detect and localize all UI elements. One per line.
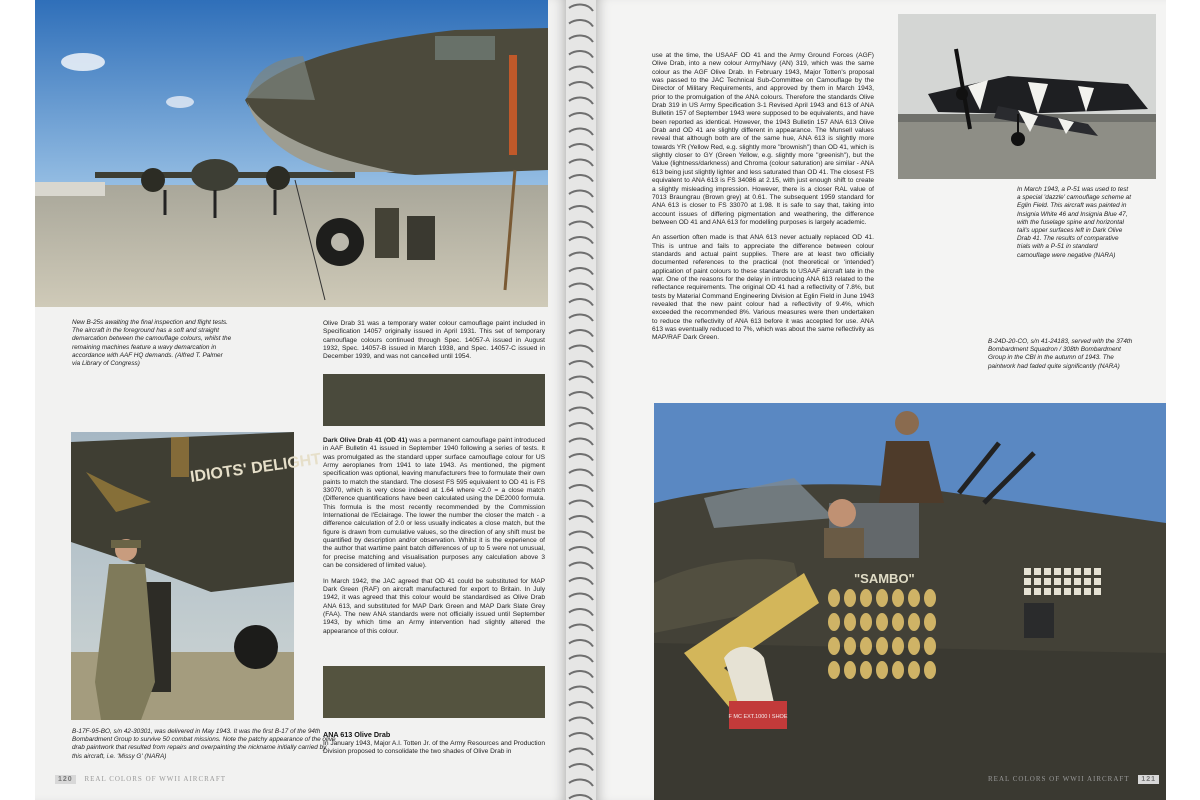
bomb-mark: [924, 613, 936, 631]
right-page-number: 121: [1138, 775, 1159, 784]
right-page: [596, 0, 1166, 800]
bomb-mark: [876, 589, 888, 607]
bomb-mark: [892, 589, 904, 607]
mission-box: [1084, 578, 1091, 585]
paragraph-ana613-assertion: An assertion often made is that ANA 613 never actually replaced OD 41. This is untrue and fails to appreciate the difference between colour standards and actual paint supplies. There are at least two officially documented references to the practical (not theoretical or 'intended') application of paint colours to these standards to USAAF aircraft late in the war. One of the reasons for the delay in introducing ANA 613 related to the reflectance requirements. The original OD 41 had a reflectivity of 7.8%, but tests by Material Command Engineering Division at Eglin Field in June 1943 revealed that the new paint colour had a reflectivity of 9.4%, which exceeded the recommended 8%. Various measures were then undertaken to reduce the reflectivity of ANA 613 before it was accepted for use. ANA 613 was eventually reduced to 7%, which was about the same reflectivity as MAP/RAF Dark Green.: [652, 234, 874, 342]
mission-box: [1094, 578, 1101, 585]
mission-box: [1044, 588, 1051, 595]
bomb-mark: [908, 613, 920, 631]
bomb-mark: [876, 613, 888, 631]
mission-box: [1034, 588, 1041, 595]
od41-title: Dark Olive Drab 41 (OD 41): [323, 437, 408, 444]
mission-box: [1054, 588, 1061, 595]
mission-box: [1094, 588, 1101, 595]
paragraph-an319: use at the time, the USAAF OD 41 and the Army Ground Forces (AGF) Olive Drab, into a new colour Army/Navy (AN) 319, which was the same colour as the AGF Olive Drab. In February 1943, Major Totten's proposal was passed to the JAC Technical Sub-Committee on Camouflage by the Director of Military Requirements, and approved by them in March 1943, prior to the promulgation of the ANA colours. Therefore the standards Olive Drab 319 in US Army Specification 3-1 Revised April 1943 and 613 of ANA Bulletin 157 of September 1943 were supposed to be equivalents, and have been reported as identical. However, the 1943 Bulletin 157 ANA 613 Olive Drab and OD 41 are slightly different in appearance. The Munsell values reveal that although both are of the same hue, ANA 613 is slightly more towards YR (Yellow Red, e.g. slightly more "brownish") than OD 41, which is slightly closer to GY (Green Yellow, e.g. slightly more "greenish"), but the Value (lightness/darkness) and Chroma (colour saturation) are similar - ANA 613 being just slightly lighter and less saturated than OD 41. The closest FS equivalent to ANA 613 is FS 34086 at 2.15, with just enough shift to create a slightly misleading impression. However, there is a closer RAL value of 7013 Braungrau (Brown grey) at 0.61. The subsequent 1959 standard for ANA 613 is closer to FS 33070 at 1.98. It is safe to say that, taking into account issues of differing pigmentation and weathering, the difference between OD 41 and ANA 613 for modelling purposes is largely academic.: [652, 52, 875, 226]
ana613-colour-swatch: [323, 666, 545, 718]
bomb-mark: [860, 589, 872, 607]
mission-box: [1084, 588, 1091, 595]
bomb-mark: [844, 661, 856, 679]
right-footer-title: REAL COLORS OF WWII AIRCRAFT: [988, 775, 1130, 783]
bomb-mark: [908, 661, 920, 679]
left-page-number: 120: [55, 775, 76, 784]
bomb-mark: [908, 589, 920, 607]
bomb-mark: [844, 613, 856, 631]
march1942-paragraph: In March 1942, the JAC agreed that OD 41 could be substituted for MAP Dark Green (RAF) on aircraft manufactured for export to Britain. In July 1942, it was agreed that this colour would be standardised as Olive Drab ANA 613, and substituted for MAP Dark Green and MAP Dark Slate Grey (FAA). The new ANA standards were not officially issued until September 1943, by which time an Army intervention had slightly altered the appearance of this colour.: [323, 577, 545, 635]
od41-paragraph: was a permanent camouflage paint introduced in AAF Bulletin 41 issued in September 1940 following a series of tests. It was promulgated as the standard upper surface camouflage colour for US Army aeroplanes from 1941 to late 1943. As mentioned, the pigment specification was optional, leaving manufacturers free to formulate their own paints to match the standard. The closest FS 595 equivalent to OD 41 is FS 33070, which is very close indeed at 1.64 where <2.0 = a close match (Difference quantifications have been calculated using the DE2000 formula. This formula is the most recently recommended by the Commission International de l'Eclairage. The lower the number the closer the match - a difference calculation of 2.0 or less usually indicates a close match, but the figure is drawn from cumulative values, so the direction of any shift must be quantified by description and/or observation. Whilst it is the experience of the author that wartime paint batch differences of up to 5 were not unusual, for precise matching and visualisation purposes any calculation above 3 can be considered of limited value).: [323, 437, 545, 570]
bomb-mark: [828, 637, 840, 655]
bomb-mark: [828, 589, 840, 607]
name-plate-text: F MC EXT.1000 I SHOE: [728, 714, 788, 720]
left-page: [35, 0, 566, 800]
bomb-mark: [828, 613, 840, 631]
ana613-paragraph: In January 1943, Major A.I. Totten Jr. of the Army Resources and Production Division proposed to consolidate the two shades of Olive Drab in: [323, 740, 545, 756]
bomb-mark: [892, 613, 904, 631]
photo-b17-idiots-delight: [71, 432, 323, 720]
mission-box: [1084, 568, 1091, 575]
bomb-mark: [924, 661, 936, 679]
mission-box: [1094, 568, 1101, 575]
bomb-mark: [860, 637, 872, 655]
right-footer: [988, 775, 1159, 784]
caption-b25: New B-25s awaiting the final inspection and flight tests. The aircraft in the foreground has a soft and straight demarcation between the camouflage colours, whilst the remaining machines feature a wavy demarcation in accordance with AAF HQ demands. (Alfred T. Palmer via Library of Congress): [72, 319, 232, 368]
mission-box: [1074, 578, 1081, 585]
photo-b25-line: [35, 0, 548, 307]
nose-name-text: "SAMBO": [854, 571, 915, 586]
nose-art-text: IDIOTS' DELIGHT: [189, 450, 323, 486]
left-footer-title: REAL COLORS OF WWII AIRCRAFT: [84, 775, 226, 783]
bomb-mark: [892, 661, 904, 679]
mission-box: [1024, 578, 1031, 585]
bomb-mark: [844, 589, 856, 607]
right-column-text: [652, 52, 874, 350]
bomb-mark: [908, 637, 920, 655]
mission-box: [1044, 578, 1051, 585]
ana613-heading: ANA 613 Olive Drab: [323, 730, 391, 739]
mission-box: [1044, 568, 1051, 575]
od41-colour-swatch: [323, 374, 545, 426]
od41-section: [323, 437, 545, 643]
bomb-mark: [860, 613, 872, 631]
mission-box: [1074, 568, 1081, 575]
mission-box: [1064, 578, 1071, 585]
mission-box: [1024, 588, 1031, 595]
bomb-mark: [876, 661, 888, 679]
mission-box: [1034, 568, 1041, 575]
intro-paragraph: Olive Drab 31 was a temporary water colour camouflage paint included in Specification 14057 originally issued in April 1931. This set of temporary camouflage colours continued through Spec. 14057-A issued in August 1932, Spec. 14057-B issued in March 1938, and Spec. 14057-C issued in December 1939, and was not cancelled until 1954.: [323, 320, 545, 361]
mission-box: [1064, 568, 1071, 575]
bomb-mark: [876, 637, 888, 655]
mission-box: [1034, 578, 1041, 585]
mission-box: [1074, 588, 1081, 595]
bomb-mark: [892, 637, 904, 655]
mission-box: [1064, 588, 1071, 595]
mission-box: [1054, 568, 1061, 575]
photo-p51-dazzle: [898, 14, 1156, 179]
bomb-mark: [828, 661, 840, 679]
bomb-mark: [844, 637, 856, 655]
caption-b24: B-24D-20-CO, s/n 41-24183, served with the 374th Bombardment Squadron / 308th Bombardment Group in the CBI in the autumn of 1943. The paintwork had faded quite significantly (NARA): [988, 338, 1133, 370]
bomb-mark: [924, 589, 936, 607]
spiral-binding: [566, 0, 596, 800]
left-footer: [55, 775, 226, 784]
bomb-mark: [860, 661, 872, 679]
bomb-mark: [924, 637, 936, 655]
photo-b24-sambo: [654, 403, 1166, 800]
caption-b17: B-17F-95-BO, s/n 42-30301, was delivered in May 1943. It was the first B-17 of the 94th Bombardment Group to survive 50 combat missions. Note the patchy appearance of the olive drab paintwork that resulted from repairs and overpainting the nickname initially carried by this aircraft, i.e. 'Missy G' (NARA): [72, 728, 336, 760]
mission-box: [1054, 578, 1061, 585]
mission-box: [1024, 568, 1031, 575]
caption-p51: In March 1943, a P-51 was used to test a special 'dazzle' camouflage scheme at Eglin Field. This aircraft was painted in Insignia White 46 and Insignia Blue 47, with the fuselage spine and horizontal tail's upper surfaces left in Dark Olive Drab 41. The results of comparative trials with a P-51 in standard camouflage were negative (NARA): [1017, 186, 1131, 259]
